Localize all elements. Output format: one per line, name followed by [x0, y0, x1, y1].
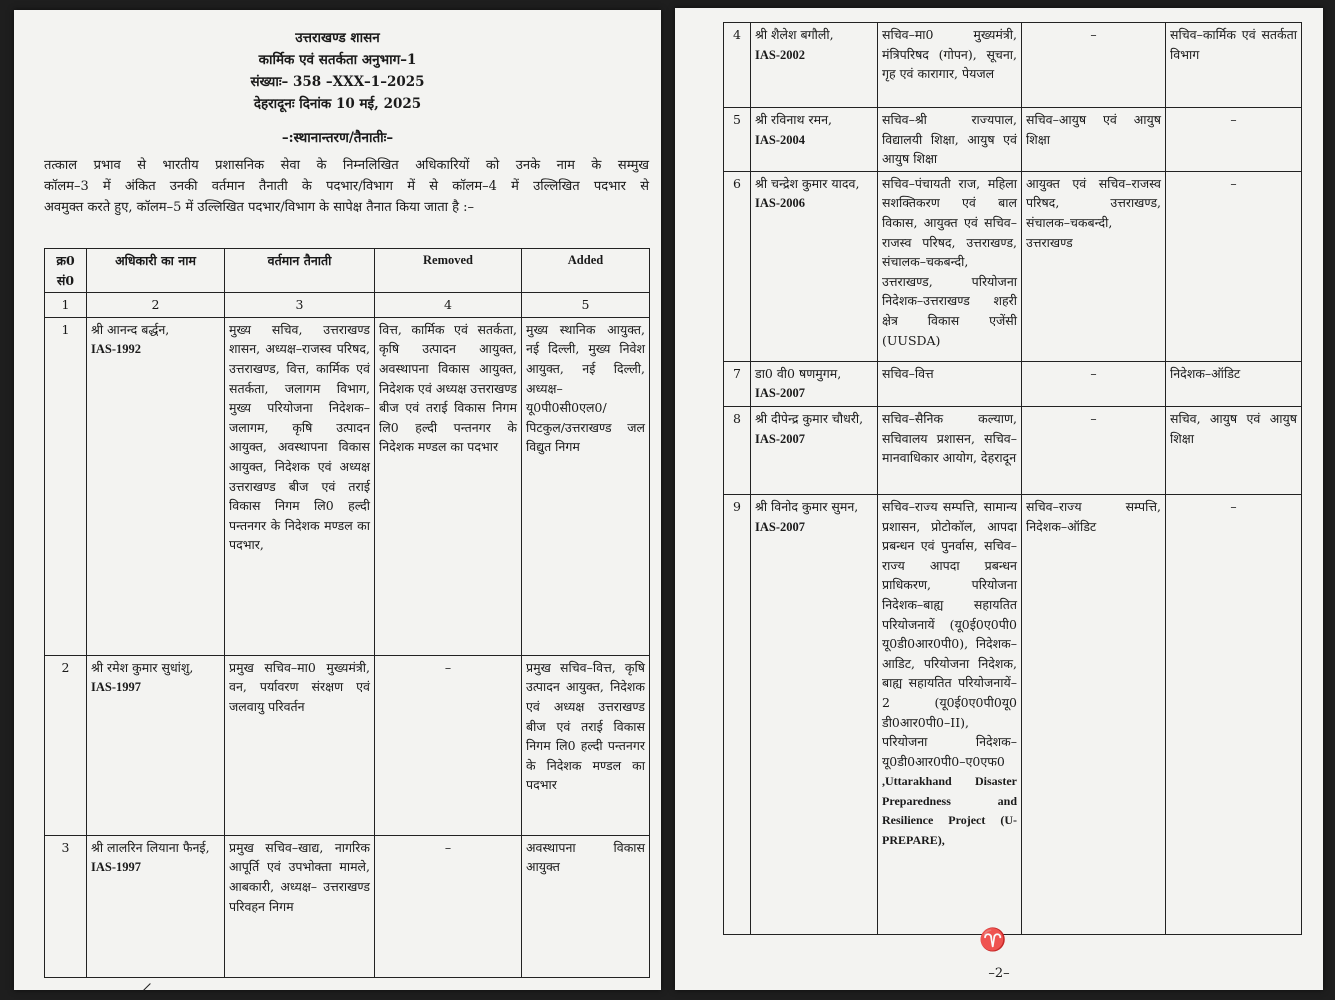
officer-name: श्री आनन्द बर्द्धन,	[91, 321, 170, 337]
officer-name-cell	[87, 655, 225, 835]
page-number: –2–	[988, 966, 1010, 981]
serial-number: 6	[724, 171, 751, 361]
officer-name: श्री शैलेश बगौली,	[755, 27, 834, 42]
current-posting-cell	[878, 494, 1022, 934]
current-posting: प्रमुख सचिव–मा0 मुख्यमंत्री, वन, पर्यावरण संरक्षण एवं जलवायु परिवर्तन	[225, 655, 375, 835]
added-posting: –	[1166, 494, 1302, 934]
removed-posting: –	[1022, 361, 1166, 406]
table-row	[724, 171, 1302, 361]
officer-name: डा0 वी0 षणमुगम,	[755, 365, 842, 381]
intro-line: अवमुक्त करते हुए, कॉलम–5 में उल्लिखित पदभार/विभाग के सापेक्ष तैनात किया जाता है :–	[44, 200, 475, 215]
serial-number: 4	[724, 23, 751, 108]
table-row	[724, 406, 1302, 494]
current-posting: सचिव–पंचायती राज, महिला सशक्तिकरण एवं बाल विकास, आयुक्त एवं सचिव–राजस्व परिषद, उत्तराखण्ड, संचालक–चकबन्दी, उत्तराखण्ड, परियोजना निदेशक–उत्तराखण्ड शहरी क्षेत्र विकास एजेंसी (UUSDA)	[878, 171, 1022, 361]
document-page-1	[14, 10, 661, 990]
officer-name-cell	[87, 835, 225, 977]
table-row	[45, 835, 650, 977]
officer-name-cell	[751, 361, 878, 406]
current-posting: सचिव–राज्य सम्पत्ति, सामान्य प्रशासन, प्रोटोकॉल, आपदा प्रबन्धन एवं पुनर्वास, सचिव–राज्य आपदा प्रबन्धन प्राधिकरण, परियोजना निदेशक–बाह्य सहायतित परियोजनायें (यू0ई0ए0पी0 यू0डी0आर0पी0), निदेशक–आडिट, परियोजना निदेशक, बाह्य सहायतित परियोजनायें–2 (यू0ई0ए0पी0यू0 डी0आर0पी0–II), परियोजना निदेशक–यू0डी0आर0पी0–ए0एफ0	[882, 498, 1017, 769]
header-current: वर्तमान तैनाती	[225, 249, 375, 293]
signature-mark: ⸝	[142, 970, 152, 990]
column-number: 5	[522, 293, 650, 318]
intro-line: तत्काल प्रभाव से भारतीय प्रशासनिक सेवा के निम्नलिखित अधिकारियों को उनके नाम के सम्मुख	[44, 158, 649, 173]
added-posting: –	[1166, 171, 1302, 361]
current-posting: प्रमुख सचिव–खाद्य, नागरिक आपूर्ति एवं उपभोक्ता मामले, आबकारी, अध्यक्ष– उत्तराखण्ड परिवहन निगम	[225, 835, 375, 977]
current-posting: सचिव–श्री राज्यपाल, विद्यालयी शिक्षा, आयुष एवं आयुष शिक्षा	[878, 108, 1022, 172]
transfer-table-page-1	[44, 248, 650, 978]
section-title: कार्मिक एवं सतर्कता अनुभाग–1	[258, 52, 417, 68]
subject-line: –:स्थानान्तरण/तैनातीः–	[281, 130, 394, 146]
intro-line: कॉलम–3 में अंकित उनकी वर्तमान तैनाती के पदभार/विभाग में से कॉलम–4 में उल्लिखित पदभार से	[44, 179, 649, 194]
removed-posting: वित्त, कार्मिक एवं सतर्कता, कृषि उत्पादन आयुक्त, अवस्थापना विकास आयुक्त, निदेशक एवं अध्यक्ष उत्तराखण्ड बीज एवं तराई विकास निगम लि0 हल्दी पन्तनगर के निदेशक मण्डल का पदभार	[375, 317, 522, 655]
officer-ias: IAS-2004	[755, 132, 806, 147]
initials-mark: ♈	[979, 928, 1007, 953]
serial-number: 8	[724, 406, 751, 494]
intro-paragraph	[44, 155, 649, 218]
header-added: Added	[522, 249, 650, 293]
added-posting: प्रमुख सचिव–वित्त, कृषि उत्पादन आयुक्त, निदेशक एवं अध्यक्ष उत्तराखण्ड बीज एवं तराई विकास निगम लि0 हल्दी पन्तनगर के निदेशक मण्डल का पदभार	[522, 655, 650, 835]
removed-posting: –	[375, 835, 522, 977]
current-posting: मुख्य सचिव, उत्तराखण्ड शासन, अध्यक्ष–राजस्व परिषद, उत्तराखण्ड, वित्त, कार्मिक एवं सतर्कता, जलागम विभाग, मुख्य परियोजना निदेशक–जलागम, कृषि उत्पादन आयुक्त, अवस्थापना विकास आयुक्त, निदेशक एवं अध्यक्ष उत्तराखण्ड बीज एवं तराई विकास निगम लि0 हल्दी पन्तनगर के निदेशक मण्डल का पदभार,	[225, 317, 375, 655]
officer-ias: IAS-2007	[755, 386, 806, 401]
added-posting: निदेशक–ऑडिट	[1166, 361, 1302, 406]
serial-number: 2	[45, 655, 87, 835]
serial-number: 5	[724, 108, 751, 172]
current-posting: सचिव–सैनिक कल्याण, सचिवालय प्रशासन, सचिव–मानवाधिकार आयोग, देहरादून	[878, 406, 1022, 494]
removed-posting: सचिव–राज्य सम्पत्ति, निदेशक–ऑडिट	[1022, 494, 1166, 934]
table-row	[724, 494, 1302, 934]
table-row	[45, 317, 650, 655]
officer-name: श्री रमेश कुमार सुधांशु,	[91, 659, 194, 675]
header-removed: Removed	[375, 249, 522, 293]
officer-ias: IAS-2002	[755, 47, 806, 62]
officer-ias: IAS-1997	[91, 680, 142, 695]
officer-name: श्री विनोद कुमार सुमन,	[755, 498, 859, 514]
officer-ias: IAS-2007	[755, 431, 806, 446]
column-number: 2	[87, 293, 225, 318]
column-number: 1	[45, 293, 87, 318]
removed-posting: आयुक्त एवं सचिव–राजस्व परिषद, उत्तराखण्ड, संचालक–चकबन्दी, उत्तराखण्ड	[1022, 171, 1166, 361]
officer-ias: IAS-2006	[755, 196, 806, 211]
serial-number: 9	[724, 494, 751, 934]
officer-name-cell	[751, 171, 878, 361]
transfer-table-page-2	[723, 22, 1302, 935]
table-row	[724, 361, 1302, 406]
order-date: देहरादूनः दिनांक 10 मई, 2025	[253, 96, 422, 112]
officer-name-cell	[751, 494, 878, 934]
serial-number: 3	[45, 835, 87, 977]
table-row	[724, 23, 1302, 108]
added-posting: अवस्थापना विकास आयुक्त	[522, 835, 650, 977]
officer-name-cell	[751, 23, 878, 108]
added-posting: मुख्य स्थानिक आयुक्त, नई दिल्ली, मुख्य निवेश आयुक्त, नई दिल्ली, अध्यक्ष– यू0पी0सी0एल0/ पिटकुल/उत्तराखण्ड जल विद्युत निगम	[522, 317, 650, 655]
column-number: 4	[375, 293, 522, 318]
document-page-2	[675, 8, 1323, 990]
serial-number: 1	[45, 317, 87, 655]
govt-title: उत्तराखण्ड शासन	[295, 30, 380, 46]
officer-ias: IAS-1997	[91, 860, 142, 875]
officer-ias: IAS-2007	[755, 519, 806, 534]
table-row	[724, 108, 1302, 172]
table-row	[45, 655, 650, 835]
added-posting: –	[1166, 108, 1302, 172]
header-name: अधिकारी का नाम	[87, 249, 225, 293]
officer-name: श्री दीपेन्द्र कुमार चौधरी,	[755, 410, 864, 426]
current-posting-english: ,Uttarakhand Disaster Preparedness and Resilience Project (U-PREPARE),	[882, 774, 1017, 848]
removed-posting: –	[1022, 406, 1166, 494]
current-posting: सचिव–वित्त	[878, 361, 1022, 406]
officer-name: श्री रविनाथ रमन,	[755, 112, 832, 127]
removed-posting: –	[1022, 23, 1166, 108]
officer-name-cell	[751, 108, 878, 172]
added-posting: सचिव–कार्मिक एवं सतर्कता विभाग	[1166, 23, 1302, 108]
order-number: संख्याः– 358 –XXX–1–2025	[250, 74, 425, 90]
removed-posting: सचिव–आयुष एवं आयुष शिक्षा	[1022, 108, 1166, 172]
serial-number: 7	[724, 361, 751, 406]
officer-ias: IAS-1992	[91, 342, 142, 357]
officer-name: श्री लालरिन लियाना फैनई,	[91, 839, 210, 855]
added-posting: सचिव, आयुष एवं आयुष शिक्षा	[1166, 406, 1302, 494]
column-number: 3	[225, 293, 375, 318]
header-sn: क्र0 सं0	[45, 249, 87, 293]
officer-name: श्री चन्द्रेश कुमार यादव,	[755, 175, 860, 191]
officer-name-cell	[751, 406, 878, 494]
current-posting: सचिव–मा0 मुख्यमंत्री, मंत्रिपरिषद (गोपन), सूचना, गृह एवं कारागार, पेयजल	[878, 23, 1022, 108]
removed-posting: –	[375, 655, 522, 835]
officer-name-cell	[87, 317, 225, 655]
